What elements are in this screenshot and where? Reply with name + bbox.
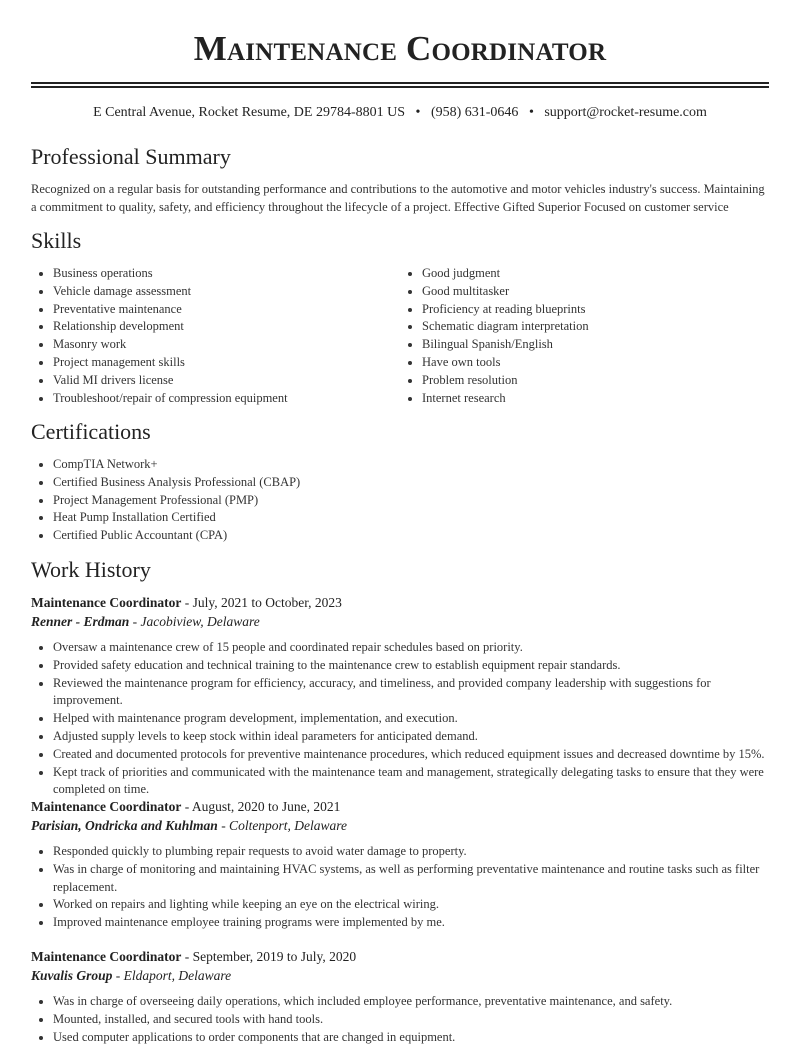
skill-item: • Valid MI drivers license — [53, 372, 400, 390]
summary-heading: Professional Summary — [31, 144, 231, 169]
job-title: Maintenance Coordinator — [31, 799, 182, 814]
job-entry — [31, 797, 771, 932]
resume-title: Maintenance Coordinator — [193, 29, 607, 68]
skill-item: • Business operations — [53, 265, 400, 283]
skill-item: • Good multitasker — [422, 283, 769, 301]
job-bullets — [31, 843, 771, 932]
job-title-line — [31, 947, 771, 966]
job-bullets — [31, 993, 771, 1046]
certification-item: • Project Management Professional (PMP) — [53, 492, 769, 510]
title-divider-bottom — [31, 86, 769, 88]
certifications-section — [31, 419, 769, 545]
certifications-list — [31, 456, 769, 545]
job-bullet: • Improved maintenance employee training programs were implemented by me. — [53, 914, 771, 932]
contact-phone: (958) 631-0646 — [430, 105, 519, 120]
job-bullets — [31, 639, 771, 799]
job-location: - Eldaport, Delaware — [112, 968, 232, 983]
certification-item: • Heat Pump Installation Certified — [53, 509, 769, 527]
skill-item: • Preventative maintenance — [53, 301, 400, 319]
job-company-line — [31, 612, 771, 631]
job-company-line — [31, 816, 771, 835]
work-history-section — [31, 557, 769, 583]
skill-item: • Good judgment — [422, 265, 769, 283]
skill-item: • Vehicle damage assessment — [53, 283, 400, 301]
job-company-line — [31, 966, 771, 985]
job-entry — [31, 947, 771, 1046]
job-title: Maintenance Coordinator — [31, 595, 182, 610]
job-dates: - September, 2019 to July, 2020 — [181, 949, 357, 964]
job-dates: - July, 2021 to October, 2023 — [181, 595, 342, 610]
skill-item: • Project management skills — [53, 354, 400, 372]
job-dates: - August, 2020 to June, 2021 — [181, 799, 341, 814]
certifications-heading: Certifications — [31, 419, 151, 444]
work-history-heading: Work History — [31, 557, 151, 582]
skills-heading: Skills — [31, 228, 82, 253]
job-bullet: • Kept track of priorities and communicated with the maintenance team and management, strategically delegating tasks to ensure that they were completed on time. — [53, 764, 771, 800]
contact-email: support@rocket-resume.com — [544, 105, 707, 120]
job-bullet: • Was in charge of overseeing daily operations, which included employee performance, preventative maintenance, and safety. — [53, 993, 771, 1011]
job-bullet: • Helped with maintenance program development, implementation, and execution. — [53, 710, 771, 728]
contact-separator: • — [415, 105, 421, 120]
job-title-line — [31, 593, 771, 612]
skill-item: • Troubleshoot/repair of compression equipment — [53, 390, 400, 408]
skill-item: • Bilingual Spanish/English — [422, 336, 769, 354]
job-title-line — [31, 797, 771, 816]
job-entry — [31, 593, 771, 799]
job-company: Renner - Erdman — [31, 614, 130, 629]
title-divider-top — [31, 82, 769, 84]
contact-line — [0, 104, 800, 122]
job-bullet: • Worked on repairs and lighting while keeping an eye on the electrical wiring. — [53, 896, 771, 914]
job-location: - Coltenport, Delaware — [217, 818, 348, 833]
skills-list-right — [400, 265, 769, 407]
job-bullet: • Responded quickly to plumbing repair requests to avoid water damage to property. — [53, 843, 771, 861]
certification-item: • Certified Public Accountant (CPA) — [53, 527, 769, 545]
skill-item: • Masonry work — [53, 336, 400, 354]
summary-text: Recognized on a regular basis for outstanding performance and contributions to the automotive and motor vehicles industry's success. Maintaining a commitment to quality, safety, and efficiency throughout the lifecycle of a project. Effective Gifted Superior Focused on customer service — [31, 182, 765, 214]
certification-item: • CompTIA Network+ — [53, 456, 769, 474]
job-bullet: • Provided safety education and technical training to the maintenance crew to establish equipment repair standards. — [53, 657, 771, 675]
job-bullet: • Reviewed the maintenance program for efficiency, accuracy, and timeliness, and provided company leadership with suggestions for improvement. — [53, 675, 771, 711]
job-location: - Jacobiview, Delaware — [129, 614, 260, 629]
job-bullet: • Used computer applications to order components that are changed in equipment. — [53, 1029, 771, 1046]
skills-grid — [31, 265, 769, 407]
job-company: Kuvalis Group — [31, 968, 113, 983]
job-bullet: • Mounted, installed, and secured tools with hand tools. — [53, 1011, 771, 1029]
job-title: Maintenance Coordinator — [31, 949, 182, 964]
skill-item: • Problem resolution — [422, 372, 769, 390]
job-bullet: • Adjusted supply levels to keep stock within ideal parameters for anticipated demand. — [53, 728, 771, 746]
contact-separator: • — [528, 105, 534, 120]
job-bullet: • Created and documented protocols for preventive maintenance procedures, which reduced equipment issues and decreased downtime by 15%. — [53, 746, 771, 764]
summary-section — [31, 144, 769, 216]
skill-item: • Internet research — [422, 390, 769, 408]
certification-item: • Certified Business Analysis Professional (CBAP) — [53, 474, 769, 492]
skill-item: • Have own tools — [422, 354, 769, 372]
contact-address: E Central Avenue, Rocket Resume, DE 29784-8801 US — [93, 105, 406, 120]
job-bullet: • Was in charge of monitoring and maintaining HVAC systems, as well as performing preventative maintenance and routine tasks such as filter replacement. — [53, 861, 771, 897]
skill-item: • Proficiency at reading blueprints — [422, 301, 769, 319]
skills-list-left — [31, 265, 400, 407]
job-bullet: • Oversaw a maintenance crew of 15 people and coordinated repair schedules based on priority. — [53, 639, 771, 657]
skills-section — [31, 228, 769, 407]
job-company: Parisian, Ondricka and Kuhlman — [31, 818, 218, 833]
skill-item: • Relationship development — [53, 318, 400, 336]
skill-item: • Schematic diagram interpretation — [422, 318, 769, 336]
